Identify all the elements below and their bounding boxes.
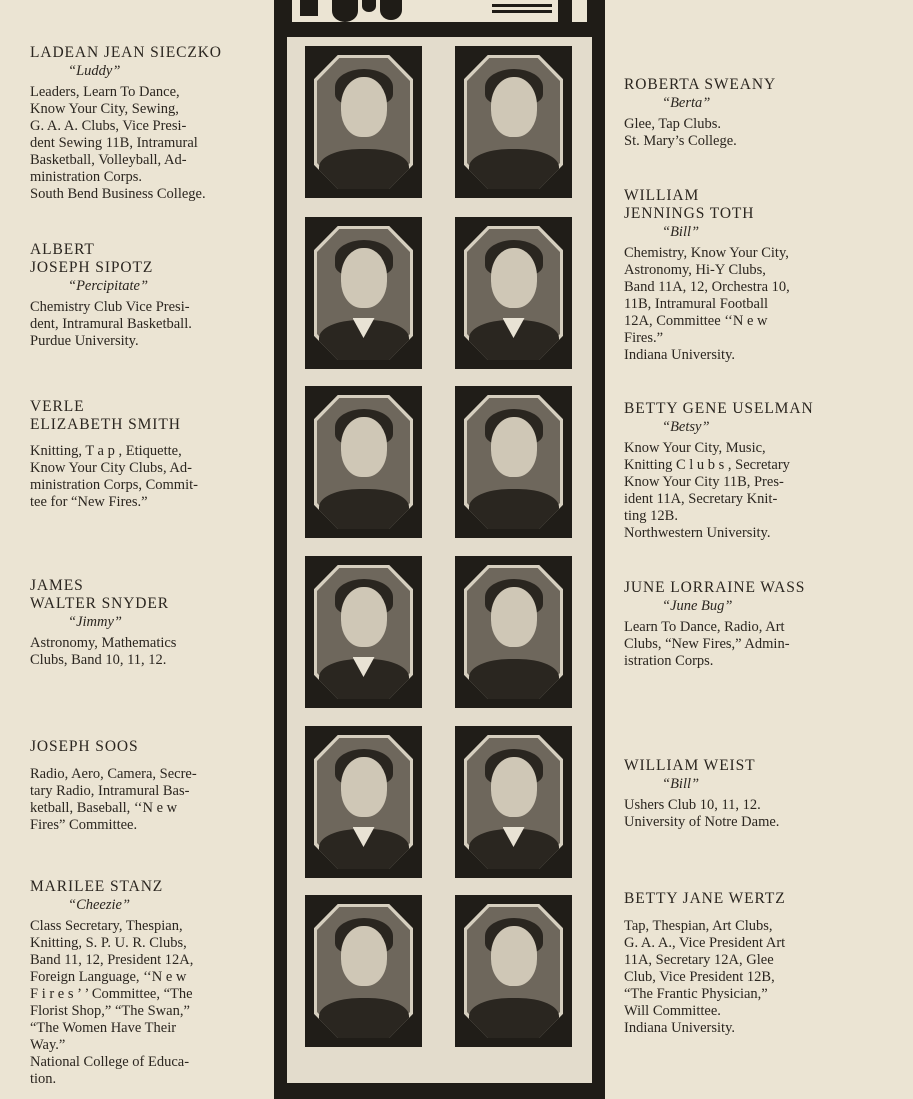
senior-entry-smith	[30, 398, 258, 511]
senior-name: WILLIAM JENNINGS TOTH	[624, 187, 755, 222]
senior-nickname: “Bill”	[662, 224, 700, 240]
senior-name: JAMES WALTER SNYDER	[30, 577, 170, 612]
portrait-photo	[305, 726, 422, 878]
senior-entry-stanz	[30, 878, 258, 1088]
senior-activities: Chemistry Club Vice Presi- dent, Intramural Basketball.	[30, 299, 192, 332]
senior-activities: Knitting, T a p , Etiquette, Know Your City Clubs, Ad- ministration Corps, Commit- tee for “New Fires.”	[30, 443, 198, 510]
senior-college: South Bend Business College.	[30, 186, 206, 202]
senior-nickname: “Jimmy”	[68, 614, 122, 630]
senior-nickname: “Percipitate”	[68, 278, 149, 294]
senior-nickname: “Betsy”	[662, 419, 710, 435]
portrait-photo	[305, 46, 422, 198]
senior-activities: Know Your City, Music, Knitting C l u b s , Secretary Know Your City 11B, Pres- ident 11A, Secretary Knit- ting 12B.	[624, 440, 790, 524]
senior-nickname: “Bill”	[662, 776, 700, 792]
portrait-photo	[455, 46, 572, 198]
senior-name: JUNE LORRAINE WASS	[624, 579, 806, 596]
top-ornament	[292, 0, 587, 22]
portrait-photo	[455, 726, 572, 878]
senior-name: WILLIAM WEIST	[624, 757, 756, 774]
senior-activities: Glee, Tap Clubs.	[624, 116, 721, 132]
senior-nickname: “Luddy”	[68, 63, 121, 79]
senior-name: VERLE ELIZABETH SMITH	[30, 398, 181, 433]
senior-activities: Astronomy, Mathematics Clubs, Band 10, 11, 12.	[30, 635, 177, 668]
senior-college: Indiana University.	[624, 1020, 736, 1036]
senior-name: BETTY JANE WERTZ	[624, 890, 786, 907]
senior-college: University of Notre Dame.	[624, 814, 780, 830]
senior-nickname: “Berta”	[662, 95, 711, 111]
senior-entry-snyder	[30, 577, 258, 669]
portrait-photo	[305, 217, 422, 369]
senior-activities: Ushers Club 10, 11, 12.	[624, 797, 761, 813]
portrait-photo	[455, 556, 572, 708]
senior-activities: Leaders, Learn To Dance, Know Your City, Sewing, G. A. A. Clubs, Vice Presi- dent Sewing 11B, Intramural Basketball, Volleyball, Ad- ministration Corps.	[30, 84, 198, 185]
senior-entry-sweany	[624, 76, 852, 150]
senior-entry-uselman	[624, 400, 852, 542]
senior-activities: Class Secretary, Thespian, Knitting, S. P. U. R. Clubs, Band 11, 12, President 12A, Foreign Language, ‘‘N e w F i r e s ’ ’ Committee, “The Florist Shop,” “The Swan,” “The Women Have Their Way.”	[30, 918, 194, 1053]
portrait-photo	[305, 386, 422, 538]
senior-entry-toth	[624, 187, 852, 364]
senior-activities: Chemistry, Know Your City, Astronomy, Hi-Y Clubs, Band 11A, 12, Orchestra 10, 11B, Intramural Football 12A, Committee ‘‘N e w Fires.”	[624, 245, 790, 346]
senior-college: Purdue University.	[30, 333, 139, 349]
senior-entry-sieczko	[30, 44, 258, 203]
senior-college: St. Mary’s College.	[624, 133, 737, 149]
senior-activities: Radio, Aero, Camera, Secre- tary Radio, Intramural Bas- ketball, Baseball, ‘‘N e w Fires” Committee.	[30, 766, 197, 833]
senior-name: ALBERT JOSEPH SIPOTZ	[30, 241, 154, 276]
senior-name: JOSEPH SOOS	[30, 738, 139, 755]
senior-nickname: “June Bug”	[662, 598, 733, 614]
senior-college: Northwestern University.	[624, 525, 771, 541]
senior-name: BETTY GENE USELMAN	[624, 400, 814, 417]
portrait-photo	[305, 895, 422, 1047]
senior-name: LADEAN JEAN SIECZKO	[30, 44, 222, 61]
senior-college: National College of Educa- tion.	[30, 1054, 190, 1087]
senior-activities: Tap, Thespian, Art Clubs, G. A. A., Vice President Art 11A, Secretary 12A, Glee Club, Vice President 12B, “The Frantic Physician,” Will Committee.	[624, 918, 786, 1019]
senior-activities: Learn To Dance, Radio, Art Clubs, “New Fires,” Admin- istration Corps.	[624, 619, 790, 669]
senior-entry-weist	[624, 757, 852, 831]
portrait-photo	[455, 217, 572, 369]
senior-name: MARILEE STANZ	[30, 878, 164, 895]
senior-entry-soos	[30, 738, 258, 834]
portrait-photo	[455, 386, 572, 538]
senior-entry-wass	[624, 579, 852, 670]
senior-name: ROBERTA SWEANY	[624, 76, 777, 93]
senior-entry-wertz	[624, 890, 852, 1037]
senior-entry-sipotz	[30, 241, 258, 350]
senior-college: Indiana University.	[624, 347, 736, 363]
portrait-photo	[305, 556, 422, 708]
senior-nickname: “Cheezie”	[68, 897, 131, 913]
portrait-photo	[455, 895, 572, 1047]
